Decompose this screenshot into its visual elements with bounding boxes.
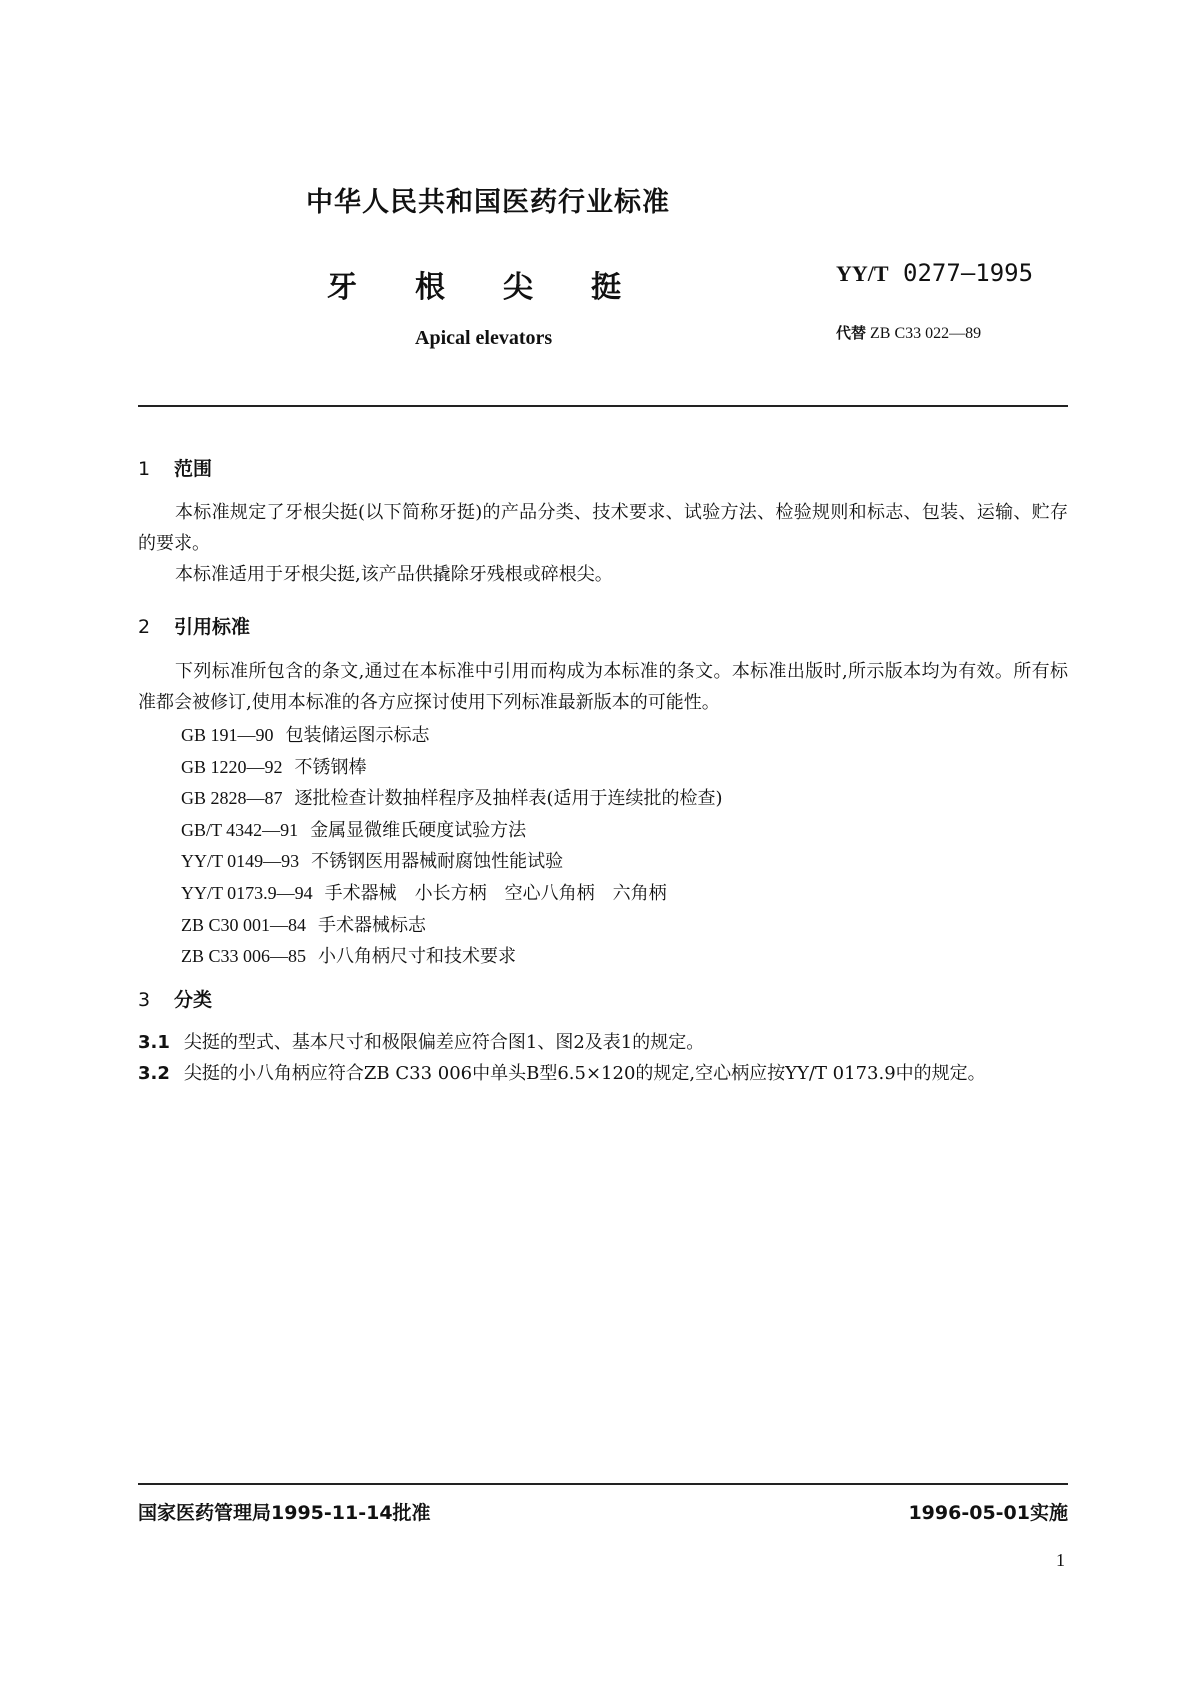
section-2-number: 2 — [138, 616, 151, 638]
replaces-standard — [836, 322, 981, 343]
section-1-paragraph-2: 本标准适用于牙根尖挺,该产品供撬除牙残根或碎根尖。 — [175, 564, 613, 585]
reference-item — [181, 846, 723, 878]
reference-code: ZB C33 006—85 — [181, 946, 307, 967]
reference-item — [181, 941, 723, 973]
clause-text: 尖挺的小八角柄应符合ZB C33 006中单头B型6.5×120的规定,空心柄应按YY/T 0173.9中的规定。 — [183, 1063, 986, 1084]
reference-code: GB/T 4342—91 — [181, 819, 299, 840]
section-3-heading — [138, 985, 212, 1012]
standard-code: 0277—1995 — [903, 259, 1034, 287]
reference-title: 不锈钢医用器械耐腐蚀性能试验 — [311, 851, 564, 873]
reference-item — [181, 878, 723, 910]
reference-item — [181, 783, 723, 815]
reference-title: 手术器械 小长方柄 空心八角柄 六角柄 — [324, 882, 667, 904]
header-divider — [138, 405, 1068, 407]
section-2-title: 引用标准 — [174, 616, 251, 638]
section-2-heading — [138, 612, 250, 639]
reference-title: 逐批检查计数抽样程序及抽样表(适用于连续批的检查) — [294, 788, 723, 810]
section-1-paragraph-1: 本标准规定了牙根尖挺(以下简称牙挺)的产品分类、技术要求、试验方法、检验规则和标志、包装、运输、贮存的要求。 — [138, 502, 1068, 554]
replaces-label: 代替 — [836, 324, 867, 342]
issuing-authority-heading: 中华人民共和国医药行业标准 — [306, 187, 670, 218]
reference-code: GB 1220—92 — [181, 756, 283, 777]
reference-item — [181, 910, 723, 942]
clause-3-2 — [138, 1058, 1068, 1089]
standard-number — [836, 259, 1033, 287]
section-3-number: 3 — [138, 989, 151, 1011]
reference-title: 手术器械标志 — [318, 914, 427, 936]
normative-references-list — [181, 720, 723, 973]
reference-title: 金属显微维氏硬度试验方法 — [310, 819, 527, 841]
reference-item — [181, 752, 723, 784]
clause-3-1 — [138, 1027, 1068, 1058]
implementation-date: 1996-05-01实施 — [908, 1502, 1068, 1524]
section-1-heading — [138, 454, 212, 481]
clause-number: 3.1 — [138, 1032, 170, 1053]
reference-item — [181, 815, 723, 847]
clause-number: 3.2 — [138, 1063, 170, 1084]
standard-prefix: YY/T — [836, 261, 889, 286]
section-1-title: 范围 — [174, 458, 213, 480]
reference-code: GB 191—90 — [181, 725, 274, 745]
document-title-zh: 牙根尖挺 — [327, 270, 679, 305]
section-2-intro: 下列标准所包含的条文,通过在本标准中引用而构成为本标准的条文。本标准出版时,所示版本均为有效。所有标准都会被修订,使用本标准的各方应探讨使用下列标准最新版本的可能性。 — [138, 661, 1068, 713]
footer-divider — [138, 1483, 1068, 1485]
clause-text: 尖挺的型式、基本尺寸和极限偏差应符合图1、图2及表1的规定。 — [183, 1032, 705, 1053]
reference-item — [181, 720, 723, 752]
page-number: 1 — [1056, 1550, 1065, 1570]
section-3-title: 分类 — [174, 989, 213, 1011]
reference-title: 包装储运图示标志 — [285, 725, 430, 746]
reference-title: 小八角柄尺寸和技术要求 — [318, 946, 517, 968]
approval-date: 国家医药管理局1995-11-14批准 — [138, 1502, 431, 1524]
replaces-code: ZB C33 022—89 — [870, 325, 982, 342]
reference-code: YY/T 0173.9—94 — [181, 882, 313, 903]
reference-code: YY/T 0149—93 — [181, 851, 300, 872]
section-1-number: 1 — [138, 458, 151, 480]
reference-title: 不锈钢棒 — [294, 756, 367, 778]
reference-code: ZB C30 001—84 — [181, 914, 307, 935]
reference-code: GB 2828—87 — [181, 788, 283, 809]
document-title-en: Apical elevators — [415, 327, 553, 349]
